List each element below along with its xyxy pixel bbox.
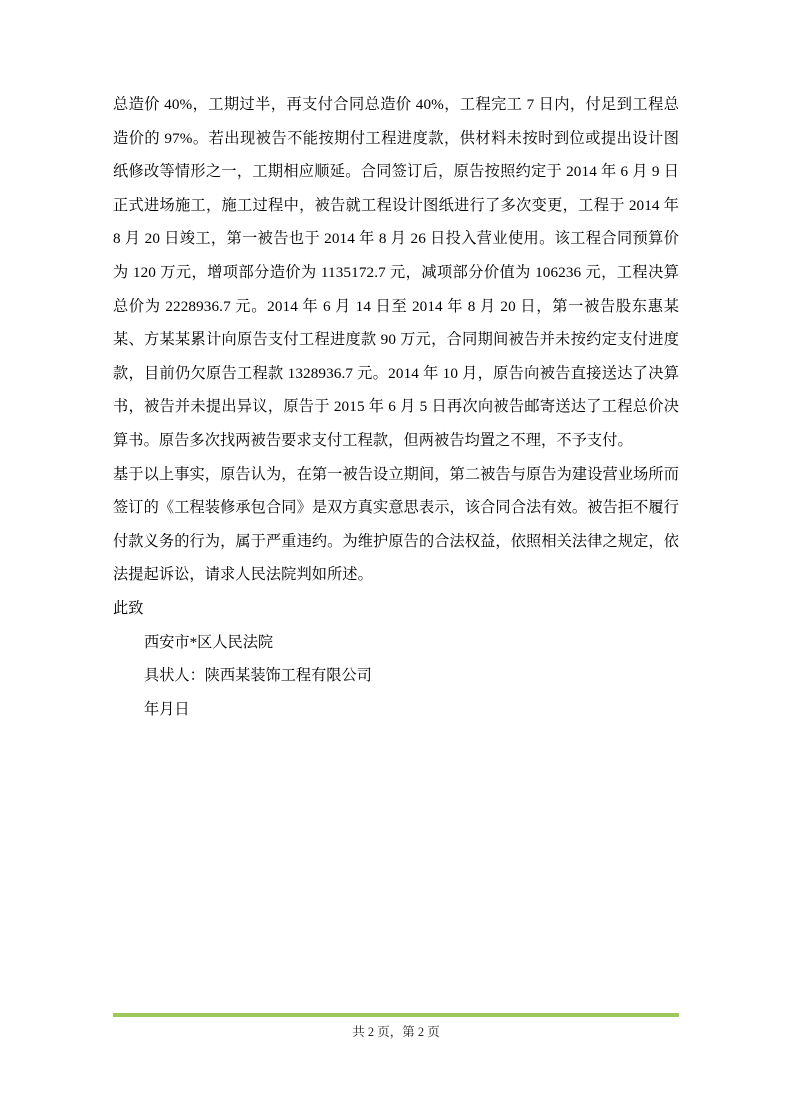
body-paragraph-2: 基于以上事实，原告认为，在第一被告设立期间，第二被告与原告为建设营业场所而签订的《工程装修承包合同》是双方真实意思表示，该合同合法有效。被告拒不履行付款义务的行为，属于严重违约。为维护原告的合法权益，依照相关法律之规定，依法提起诉讼，请求人民法院判如所述。 <box>113 465 679 584</box>
signature-court: 西安市*区人民法院 <box>144 633 274 651</box>
signature-petitioner: 具状人：陕西某装饰工程有限公司 <box>144 667 372 685</box>
footer-divider <box>113 1013 679 1017</box>
body-paragraph-1: 总造价 40%，工期过半，再支付合同总造价 40%，工程完工 7 日内，付足到工程总造价的 97%。若出现被告不能按期付工程进度款，供材料未按时到位或提出设计图纸修改等情形之一，工期相应顺延。合同签订后，原告按照约定于 2014 年 6 月 9 日正式进场施工，施工过程中，被告就工程设计图纸进行了多次变更，工程于 2014 年 8 月 20 日竣工，第一被告也于 2014 年 8 月 26 日投入营业使用。该工程合同预算价为 120 万元，增项部分造价为 1135172.7 元，减项部分价值为 106236 元，工程决算总价为 2228936.7 元。2014 年 6 月 14 日至 2014 年 8 月 20 日，第一被告股东惠某某、方某某累计向原告支付工程进度款 90 万元，合同期间被告并未按约定支付进度款，目前仍欠原告工程款 1328936.7 元。2014 年 10 月，原告向被告直接送达了决算书，被告并未提出异议，原告于 2015 年 6 月 5 日再次向被告邮寄送达了工程总价决算书。原告多次找两被告要求支付工程款，但两被告均置之不理，不予支付。 <box>113 96 679 449</box>
footer-page-info: 共 2 页，第 2 页 <box>352 1025 440 1039</box>
document-content <box>113 88 679 726</box>
signature-date: 年月日 <box>144 700 190 718</box>
closing-line: 此致 <box>113 599 144 617</box>
